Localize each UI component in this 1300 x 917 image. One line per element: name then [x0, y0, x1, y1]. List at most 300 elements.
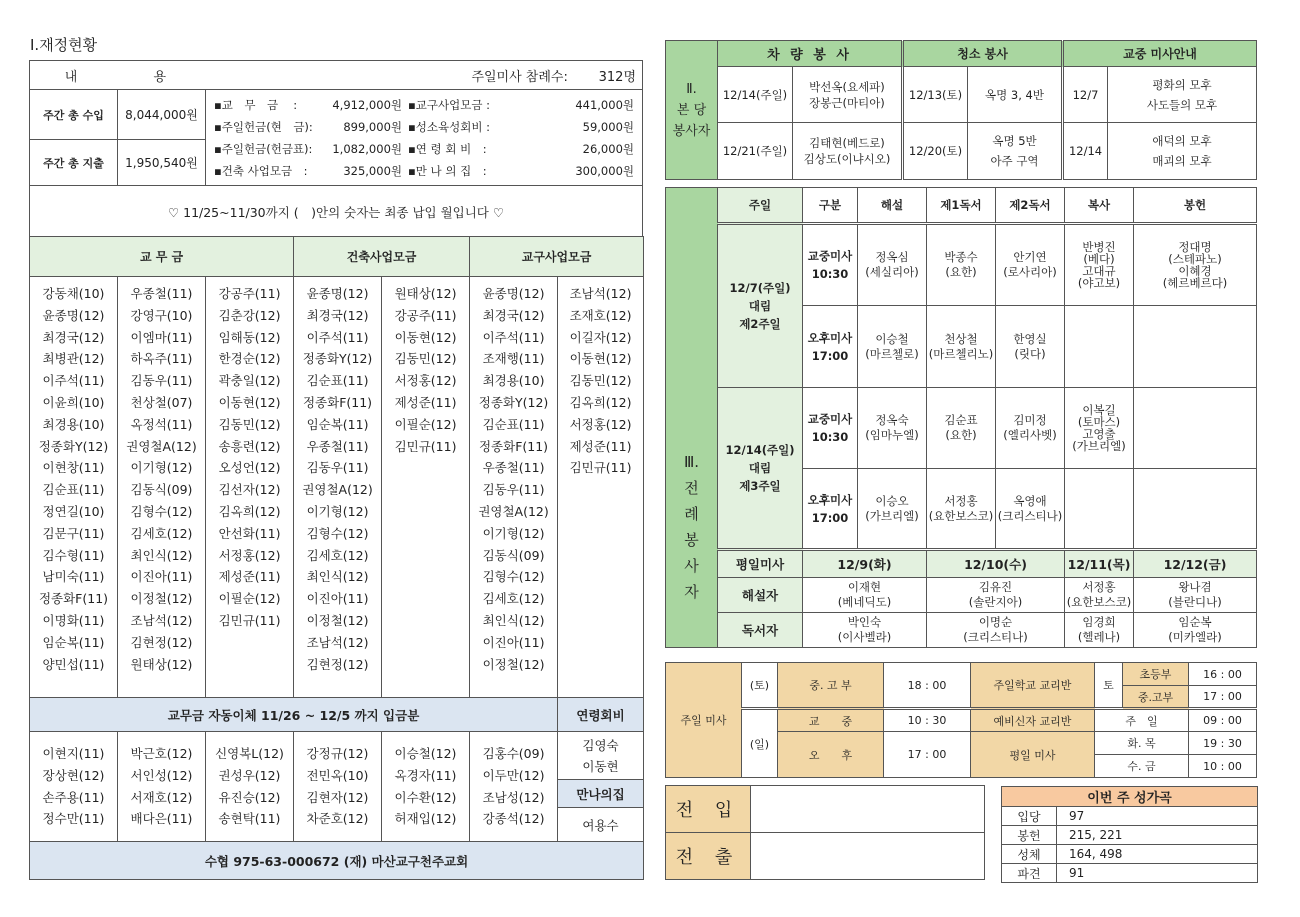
list-item: 임해동(12) [218, 329, 281, 345]
list-item: 김동식(09) [482, 547, 545, 563]
list-item: 권영철A(12) [126, 438, 197, 454]
item-value: 1,082,000원 [332, 141, 402, 156]
autotransfer-table [29, 697, 644, 880]
autotransfer-column [382, 732, 470, 842]
list-item: (임마누엘) [865, 428, 919, 442]
weekday-reader [1065, 613, 1134, 648]
hymn-number: 97 [1057, 807, 1258, 826]
list-item: 자 [684, 583, 699, 601]
school-time: 17 : 00 [1189, 686, 1257, 709]
list-item: (솔란지아) [968, 595, 1023, 609]
school-label: 주일학교 교리반 [971, 663, 1095, 709]
list-item: 김세호(12) [482, 591, 545, 607]
list-item: 옥경자(11) [394, 767, 457, 783]
donor-column [294, 277, 382, 697]
donor-column [558, 277, 644, 697]
list-item: 최경국(12) [482, 307, 545, 323]
list-item: 김세호(12) [130, 525, 193, 541]
list-item: 옥정석(11) [130, 416, 193, 432]
list-item: 김민규(11) [394, 438, 457, 454]
autotransfer-header: 교무금 자동이체 11/26 ~ 12/5 까지 입금분 [30, 698, 558, 732]
list-item: 최경국(12) [306, 307, 369, 323]
list-item: 허재입(12) [394, 811, 457, 827]
weekday-commentator [803, 578, 927, 613]
list-item: 정옥심 [875, 250, 909, 264]
clean-group: 옥명 3, 4반 [968, 67, 1063, 123]
offering [1134, 469, 1257, 550]
list-item: 서정홍 [1082, 580, 1116, 594]
list-item: 박근호(12) [130, 745, 193, 761]
clean-date: 12/13(토) [903, 67, 968, 123]
header-altar: 복사 [1065, 188, 1134, 224]
list-item: (이사벨라) [837, 630, 892, 644]
finance-header-row [30, 61, 643, 90]
list-item: 김세호(12) [306, 547, 369, 563]
header-sunday: 주일 [718, 188, 803, 224]
list-item: 정종화Y(12) [478, 394, 549, 410]
offering [1134, 388, 1257, 469]
guide-groups: 평화의 모후 사도들의 모후 [1108, 67, 1257, 123]
list-item: 우종철(11) [482, 460, 545, 476]
list-item: 이동현(12) [218, 394, 281, 410]
list-item: 이길자(12) [569, 329, 632, 345]
list-item: 정수만(11) [42, 811, 105, 827]
list-item: 김동민(12) [569, 373, 632, 389]
list-item: (블란디나) [1168, 595, 1222, 609]
list-item: 서정홍(12) [569, 416, 632, 432]
list-item: (헤르베르다) [1162, 276, 1228, 290]
list-item: 최경용(10) [482, 373, 545, 389]
list-item: 천상철(07) [130, 394, 193, 410]
altar-servers [1065, 306, 1134, 388]
item-label: ▪만 나 의 집 : [408, 163, 487, 178]
list-item: 김영숙 [582, 737, 619, 753]
item-value: 4,912,000원 [332, 97, 402, 112]
list-item: 임순복(11) [306, 416, 369, 432]
weekday-commentator [1065, 578, 1134, 613]
list-item: 김현정(12) [306, 656, 369, 672]
list-item: 조남석(12) [130, 612, 193, 628]
mass-type: 오후미사 17:00 [803, 306, 858, 388]
reader2 [996, 306, 1065, 388]
list-item: (엘리사벳) [1003, 428, 1057, 442]
list-item: 이정철(12) [306, 612, 369, 628]
weekday-mass-day: 수. 금 [1095, 755, 1189, 778]
list-item: 최병관(12) [42, 351, 105, 367]
header-type: 구분 [803, 188, 858, 224]
header-commentator: 해설 [858, 188, 927, 224]
list-item: 김순표(11) [42, 482, 105, 498]
list-item: 전 [684, 479, 699, 497]
header-reader2: 제2독서 [996, 188, 1065, 224]
list-item: 권영철A(12) [302, 482, 373, 498]
autotransfer-column [470, 732, 558, 842]
reader2 [996, 469, 1065, 550]
clean-date: 12/20(토) [903, 123, 968, 180]
list-item: 정연길(10) [42, 503, 105, 519]
list-item: (요한) [945, 265, 977, 279]
altar-servers [1065, 469, 1134, 550]
list-item: 서정홍(12) [218, 547, 281, 563]
school-day: 토 [1095, 663, 1123, 709]
list-item: (마르첼리노) [928, 346, 994, 361]
list-item: 전민옥(10) [306, 767, 369, 783]
list-item: (스테파노) [1168, 252, 1222, 266]
list-item: (야고보) [1077, 276, 1121, 290]
transfer-in-label: 전 입 [666, 786, 751, 833]
commentator [858, 469, 927, 550]
list-item: 장상현(12) [42, 767, 105, 783]
list-item: 김형수(12) [306, 525, 369, 541]
commentator [858, 306, 927, 388]
list-item: 서재호(12) [130, 789, 193, 805]
section-title-finance: Ⅰ.재정현황 [30, 36, 98, 54]
autotransfer-column [118, 732, 206, 842]
list-item: 이필순(12) [218, 591, 281, 607]
mass-type: 교중미사 10:30 [803, 224, 858, 306]
list-item: 이기형(12) [130, 460, 193, 476]
list-item: 김민규(11) [218, 612, 281, 628]
header-church-dues: 교 무 금 [30, 237, 294, 277]
list-item: 이현지(11) [42, 745, 105, 761]
list-item: 최인식(12) [482, 612, 545, 628]
list-item: 이재현 [847, 580, 882, 594]
list-item: 권영철A(12) [478, 503, 549, 519]
list-item: 이동현 [582, 758, 619, 774]
list-item: (가브리엘) [1072, 439, 1126, 453]
donor-column [206, 277, 294, 697]
reader-label: 독서자 [718, 613, 803, 648]
item-value: 300,000원 [575, 163, 634, 178]
hymn-label: 파견 [1002, 864, 1057, 883]
autotransfer-column [206, 732, 294, 842]
liturgy-table [665, 187, 1257, 648]
list-item: (로사리아) [1003, 265, 1057, 279]
school-class: 중.고부 [1123, 686, 1189, 709]
list-item: 고대규 [1082, 264, 1116, 278]
list-item: 이정철(12) [130, 591, 193, 607]
list-item: 원태상(12) [394, 286, 457, 301]
list-item: 이승오 [875, 493, 909, 508]
bank-account-footer: 수협 975-63-000672 (재) 마산교구천주교회 [30, 842, 644, 880]
list-item: (헬레나) [1077, 630, 1121, 644]
list-item: 이현창(11) [42, 460, 105, 476]
list-item: 윤종명(12) [306, 286, 369, 301]
hymns-table [1001, 786, 1258, 883]
list-item: 김동우(11) [130, 373, 193, 389]
list-item: 최인식(12) [130, 547, 193, 563]
list-item: 봉 [684, 531, 699, 549]
item-label: ▪교구사업모금 : [408, 97, 490, 112]
altar-servers [1065, 224, 1134, 306]
list-item: 정대명 [1178, 240, 1212, 254]
list-item: 신영복L(12) [215, 745, 284, 761]
guide-date: 12/14 [1063, 123, 1108, 180]
commentator [858, 388, 927, 469]
sun-mass-time: 17 : 00 [884, 732, 971, 778]
list-item: 윤종명(12) [42, 307, 105, 323]
list-item: 김춘강(12) [218, 307, 281, 323]
reader1 [927, 306, 996, 388]
week-date: 12/7(주일) 대림 제2주일 [718, 224, 803, 388]
list-item: 왕나겸 [1178, 580, 1212, 594]
list-item: 조재호(12) [569, 307, 632, 323]
list-item: 김순표 [944, 413, 978, 427]
header-diocese-fund: 교구사업모금 [470, 237, 644, 277]
list-item: (요한) [945, 428, 977, 442]
weekday-label: 평일미사 [718, 550, 803, 578]
sun-mass-name: 교 중 [778, 709, 884, 732]
list-item: 김수형(11) [42, 547, 105, 563]
list-item: 송흥련(12) [218, 438, 281, 454]
list-item: 제성준(11) [569, 438, 632, 454]
item-label: ▪주일헌금(현 금): [214, 119, 313, 134]
list-item: 곽충일(12) [218, 373, 281, 389]
list-item: 배다은(11) [130, 811, 193, 827]
attendance-label: 주일미사 참례수: [471, 69, 568, 85]
header-cleaning: 청소 봉사 [903, 41, 1063, 67]
list-item: 김순표(11) [482, 416, 545, 432]
list-item: 권성우(12) [218, 767, 281, 783]
list-item: 임경희 [1082, 615, 1116, 629]
memorial-names [558, 732, 644, 780]
list-item: 김미정 [1013, 413, 1047, 427]
list-item: (토마스) [1077, 415, 1121, 429]
list-item: (세실리아) [865, 265, 919, 279]
item-label: ▪건축 사업모금 : [214, 163, 308, 178]
catechumen-label: 예비신자 교리반 [971, 709, 1095, 732]
list-item: 이명화(11) [42, 612, 105, 628]
expense-value: 1,950,540원 [118, 140, 206, 186]
list-item: 한경순(12) [218, 351, 281, 367]
weekday-reader [803, 613, 927, 648]
list-item: 이필순(12) [394, 416, 457, 432]
transfer-table [665, 785, 985, 880]
list-item: 조남성(12) [482, 789, 545, 805]
list-item: (크리스티나) [997, 508, 1063, 523]
list-item: 이윤희(10) [42, 394, 105, 410]
list-item: 임순복(11) [42, 634, 105, 650]
list-item: 이주석(11) [42, 373, 105, 389]
item-label: ▪성소육성회비 : [408, 119, 490, 134]
list-item: 강영구(10) [130, 307, 193, 323]
list-item: 김형수(12) [130, 503, 193, 519]
weekday-mass-time: 19 : 30 [1189, 732, 1257, 755]
autotransfer-column [294, 732, 382, 842]
list-item: 김동우(11) [482, 482, 545, 498]
income-label: 주간 총 수입 [30, 90, 118, 140]
transfer-out-label: 전 출 [666, 833, 751, 880]
weekday-commentator [1134, 578, 1257, 613]
weekday-reader [927, 613, 1065, 648]
list-item: 김문구(11) [42, 525, 105, 541]
list-item: 이주석(11) [306, 329, 369, 345]
list-item: (크리스티나) [963, 630, 1028, 644]
list-item: 박인숙 [847, 615, 882, 629]
altar-servers [1065, 388, 1134, 469]
list-item: 최경용(10) [42, 416, 105, 432]
offering [1134, 306, 1257, 388]
list-item: 박종수 [944, 250, 978, 264]
list-item: 이동현(12) [569, 351, 632, 367]
list-item: 정종화F(11) [302, 394, 373, 410]
list-item: 이정철(12) [482, 656, 545, 672]
list-item: (베다) [1083, 252, 1115, 266]
service-table [665, 40, 1257, 180]
weekday-mass-label: 평일 미사 [971, 732, 1095, 778]
item-value: 59,000원 [582, 119, 634, 134]
list-item: 이진아(11) [306, 591, 369, 607]
list-item: 이기형(12) [306, 503, 369, 519]
service-section-label: Ⅱ. 본 당 봉사자 [666, 41, 718, 180]
list-item: 이두만(12) [482, 767, 545, 783]
item-label: ▪연 령 회 비 : [408, 141, 487, 156]
sunday-label: (일) [742, 709, 778, 778]
hymn-label: 성체 [1002, 845, 1057, 864]
list-item: 반병진 [1082, 240, 1116, 254]
mass-type: 교중미사 10:30 [803, 388, 858, 469]
list-item: 김현자(12) [306, 789, 369, 805]
list-item: 여용수 [582, 817, 619, 833]
finance-table [29, 60, 643, 238]
list-item: 강종석(12) [482, 811, 545, 827]
list-item: 조재행(11) [482, 351, 545, 367]
item-value: 325,000원 [343, 163, 402, 178]
header-reader1: 제1독서 [927, 188, 996, 224]
list-item: 김홍수(09) [482, 745, 545, 761]
autotransfer-column [30, 732, 118, 842]
weekday-mass-day: 화. 목 [1095, 732, 1189, 755]
sun-mass-time: 10 : 30 [884, 709, 971, 732]
reader2 [996, 388, 1065, 469]
list-item: 조남석(12) [569, 286, 632, 301]
attendance-value: 312명 [598, 69, 636, 85]
list-item: 이복길 [1082, 403, 1116, 417]
manna-names [558, 808, 644, 842]
reader1 [927, 388, 996, 469]
list-item: 송현탁(11) [218, 811, 281, 827]
clean-group: 옥명 5반 아주 구역 [968, 123, 1063, 180]
header-building-fund: 건축사업모금 [294, 237, 470, 277]
list-item: 제성준(11) [394, 394, 457, 410]
item-value: 26,000원 [582, 141, 634, 156]
list-item: 차준호(12) [306, 811, 369, 827]
offering [1134, 224, 1257, 306]
list-item: 원태상(12) [130, 656, 193, 672]
list-item: 이주석(11) [482, 329, 545, 345]
list-item: 서정홍(12) [394, 373, 457, 389]
list-item: 이진아(11) [482, 634, 545, 650]
list-item: (릿다) [1014, 346, 1046, 361]
reader1 [927, 224, 996, 306]
school-class: 초등부 [1123, 663, 1189, 686]
list-item: 이승철(12) [394, 745, 457, 761]
list-item: 이기형(12) [482, 525, 545, 541]
list-item: 김옥희(12) [218, 503, 281, 519]
list-item: 정옥숙 [875, 413, 909, 427]
car-names: 김태현(베드로) 김상도(이냐시오) [793, 123, 903, 180]
sun-mass-name: 오 후 [778, 732, 884, 778]
commentator [858, 224, 927, 306]
hymns-title: 이번 주 성가곡 [1002, 787, 1258, 807]
list-item: 고영출 [1082, 427, 1116, 441]
reader2 [996, 224, 1065, 306]
list-item: 김순표(11) [306, 373, 369, 389]
donor-column [118, 277, 206, 697]
payment-notice: ♡ 11/25~11/30까지 ( )안의 숫자는 최종 납입 월입니다 ♡ [30, 186, 643, 238]
donor-column [30, 277, 118, 697]
weekday-commentator [927, 578, 1065, 613]
donor-column [382, 277, 470, 697]
school-time: 16 : 00 [1189, 663, 1257, 686]
list-item: 이수환(12) [394, 789, 457, 805]
list-item: 양민섭(11) [42, 656, 105, 672]
list-item: 최인식(12) [306, 569, 369, 585]
list-item: 손주용(11) [42, 789, 105, 805]
finance-breakdown [206, 90, 643, 186]
guide-groups: 애덕의 모후 매괴의 모후 [1108, 123, 1257, 180]
list-item: 김동민(12) [394, 351, 457, 367]
list-item: 이혜경 [1178, 264, 1212, 278]
mass-type: 오후미사 17:00 [803, 469, 858, 550]
commentator-label: 해설자 [718, 578, 803, 613]
list-item: 강정규(12) [306, 745, 369, 761]
hymn-number: 215, 221 [1057, 826, 1258, 845]
list-item: 강공주(11) [394, 307, 457, 323]
hymn-label: 입당 [1002, 807, 1057, 826]
list-item: 우종철(11) [130, 286, 193, 301]
catechumen-day: 주 일 [1095, 709, 1189, 732]
expense-label: 주간 총 지출 [30, 140, 118, 186]
list-item: 천상철 [944, 331, 978, 346]
sunday-mass-label: 주일 미사 [666, 663, 742, 778]
weekday-date: 12/10(수) [927, 550, 1065, 578]
list-item: 김민규(11) [569, 460, 632, 476]
transfer-in-value [751, 786, 985, 833]
list-item: 강공주(11) [218, 286, 281, 301]
list-item: 정종화F(11) [478, 438, 549, 454]
weekday-date: 12/9(화) [803, 550, 927, 578]
donor-table [29, 236, 644, 697]
weekday-date: 12/12(금) [1134, 550, 1257, 578]
saturday-label: (토) [742, 663, 778, 709]
list-item: Ⅲ. [683, 453, 700, 471]
list-item: 이승철 [875, 331, 909, 346]
list-item: 김옥희(12) [569, 394, 632, 410]
guide-date: 12/7 [1063, 67, 1108, 123]
list-item: (가브리엘) [865, 508, 919, 523]
catechumen-time: 09 : 00 [1189, 709, 1257, 732]
list-item: 제성준(11) [218, 569, 281, 585]
hymn-number: 164, 498 [1057, 845, 1258, 864]
item-value: 441,000원 [575, 97, 634, 112]
weekday-date: 12/11(목) [1065, 550, 1134, 578]
list-item: 김동민(12) [218, 416, 281, 432]
item-label: ▪교 무 금 : [214, 97, 298, 112]
list-item: 하옥주(11) [130, 351, 193, 367]
item-label: ▪주일헌금(헌금표): [214, 141, 313, 156]
list-item: 남미숙(11) [42, 569, 105, 585]
manna-header: 만나의집 [558, 780, 644, 808]
car-date: 12/21(주일) [718, 123, 793, 180]
weekday-reader [1134, 613, 1257, 648]
list-item: 이진아(11) [130, 569, 193, 585]
list-item: (요한보스코) [928, 508, 994, 523]
memorial-header: 연령회비 [558, 698, 644, 732]
list-item: 이동현(12) [394, 329, 457, 345]
list-item: 윤종명(12) [482, 286, 545, 301]
mass-schedule-table [665, 662, 1257, 778]
